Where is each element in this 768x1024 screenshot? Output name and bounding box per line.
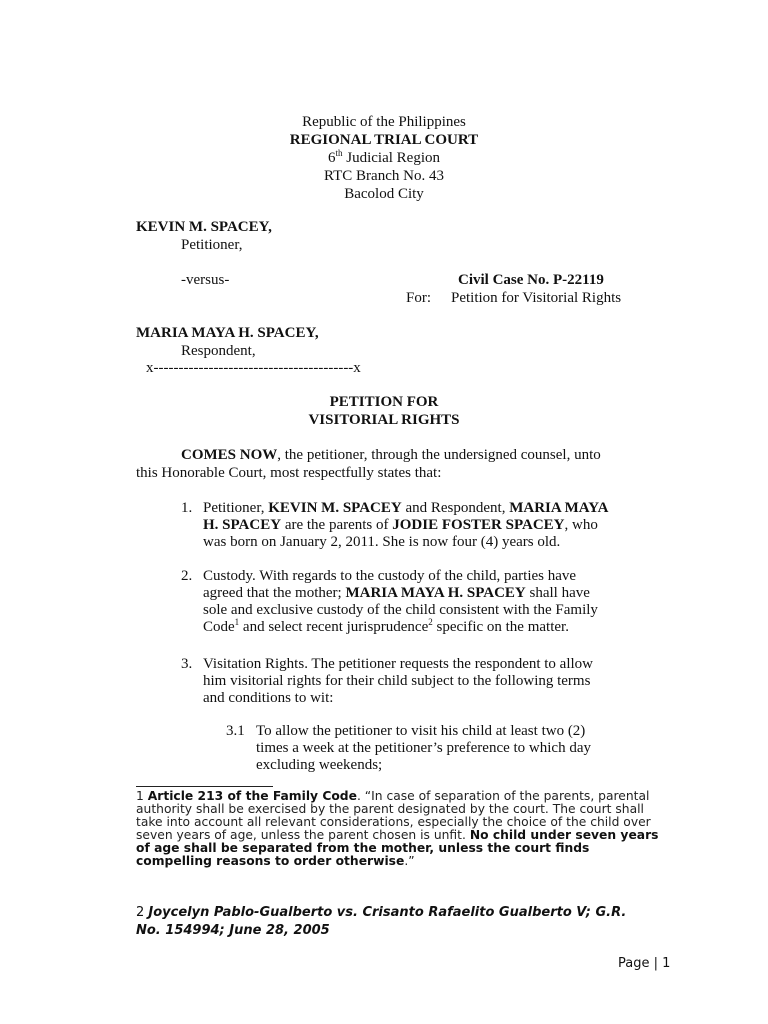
item3-line2: him visitorial rights for their child subject to the following terms [203, 673, 591, 689]
intro-line2: this Honorable Court, most respectfully states that: [136, 465, 442, 481]
item1-line1: Petitioner, KEVIN M. SPACEY and Respondent, MARIA MAYA [203, 500, 609, 516]
footnote-ref-1[interactable]: 1 [234, 617, 240, 627]
item1-number: 1. [181, 500, 193, 516]
fn1-line3: take into account all relevant considerations, especially the choice of the child over [136, 815, 651, 829]
region-label: Judicial Region [342, 150, 440, 166]
item31-line2: times a week at the petitioner’s preference to which day [256, 740, 592, 756]
page-number: Page | 1 [618, 956, 671, 971]
fn1-line1: 1 Article 213 of the Family Code. “In case of separation of the parents, parental [136, 789, 650, 803]
branch-line: RTC Branch No. 43 [324, 168, 444, 184]
petitioner-role: Petitioner, [181, 237, 243, 253]
item1-body [203, 500, 677, 551]
petitioner-name: KEVIN M. SPACEY, [136, 219, 272, 235]
item31-line3: excluding weekends; [256, 757, 383, 773]
item2-line3: sole and exclusive custody of the child consistent with the Family [203, 602, 598, 618]
item3-body [203, 656, 677, 707]
fn2-line1: 2 Joycelyn Pablo-Gualberto vs. Crisanto Rafaelito Gualberto V; G.R. [136, 905, 627, 920]
region-number: 6 [327, 150, 336, 166]
intro-lead: COMES NOW [181, 447, 278, 463]
fn1-line2: authority shall be exercised by the parent designated by the court. The court shall [136, 802, 644, 816]
intro-text1: , the petitioner, through the undersigned counsel, unto [277, 447, 601, 463]
caption-separator: x----------------------------------------x [146, 360, 361, 376]
republic-line: Republic of the Philippines [302, 114, 466, 130]
item2-line2: agreed that the mother; MARIA MAYA H. SPACEY shall have [203, 585, 590, 601]
item2-body [203, 568, 677, 636]
item1-line2: H. SPACEY are the parents of JODIE FOSTER SPACEY, who [203, 517, 598, 533]
intro-line1 [181, 447, 601, 464]
fn1-line4: seven years of age, unless the parent chosen is unfit. No child under seven years [136, 828, 659, 842]
region-ordinal: th [335, 148, 343, 158]
respondent-role: Respondent, [181, 343, 256, 359]
item2-line1: Custody. With regards to the custody of the child, parties have [203, 568, 577, 584]
court-name: REGIONAL TRIAL COURT [289, 132, 479, 148]
item31-body [256, 723, 677, 774]
respondent-name: MARIA MAYA H. SPACEY, [136, 325, 319, 341]
fn1-line5: of age shall be separated from the mother, unless the court finds [136, 841, 590, 855]
case-subject: Petition for Visitorial Rights [451, 290, 622, 306]
petition-title-line2: VISITORIAL RIGHTS [308, 412, 460, 428]
item3-line1: Visitation Rights. The petitioner requests the respondent to allow [203, 656, 594, 672]
for-label: For: [406, 290, 432, 306]
item31-line1: To allow the petitioner to visit his child at least two (2) [256, 723, 586, 739]
item3-line3: and conditions to wit: [203, 690, 334, 706]
fn2-line2: No. 154994; June 28, 2005 [136, 923, 330, 938]
item1-line3: was born on January 2, 2011. She is now four (4) years old. [203, 534, 561, 550]
footnote-1 [136, 790, 676, 868]
footnote-2 [136, 904, 696, 940]
city-line: Bacolod City [344, 186, 424, 202]
item31-number: 3.1 [226, 723, 245, 739]
item2-line4: Code$^1$ and select recent jurisprudence$^2$ specific on the matter. [203, 617, 569, 635]
court-header [0, 113, 768, 203]
petition-title-line1: PETITION FOR [329, 394, 439, 410]
versus-label: -versus- [181, 272, 230, 288]
footnote-ref-2[interactable]: 2 [428, 617, 433, 627]
fn1-line6: compelling reasons to order otherwise.” [136, 854, 415, 868]
item3-number: 3. [181, 656, 193, 672]
item2-number: 2. [181, 568, 193, 584]
case-number: Civil Case No. P-22119 [458, 272, 604, 288]
judicial-region [0, 149, 768, 167]
footnote-divider [136, 786, 273, 787]
